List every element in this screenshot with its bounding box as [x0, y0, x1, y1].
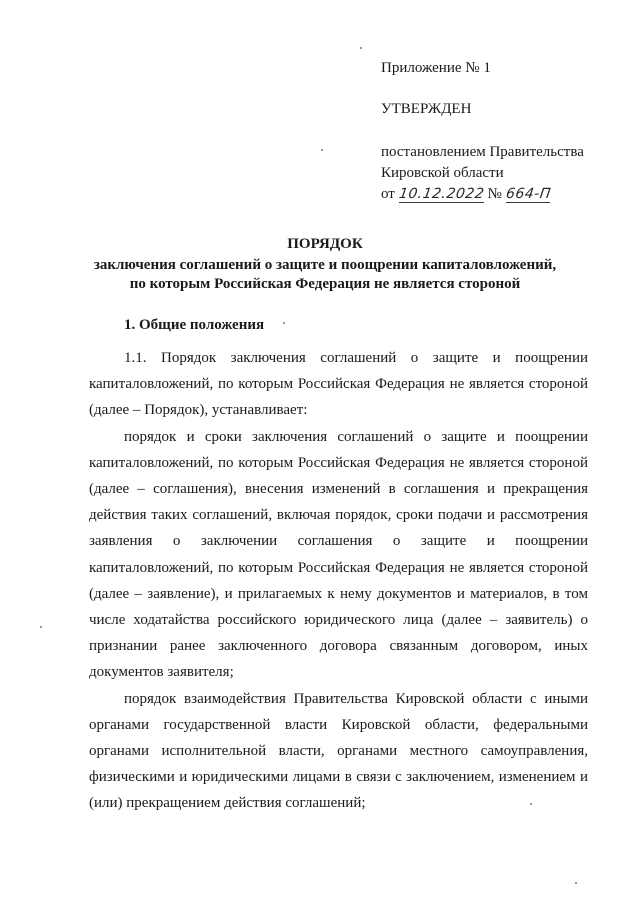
document-body [89, 345, 588, 817]
approved-label: УТВЕРЖДЕН [381, 101, 472, 117]
scan-speck [575, 882, 577, 884]
date-number-line [381, 184, 621, 205]
number-prefix: № [487, 186, 502, 202]
scan-speck [40, 626, 42, 628]
handwritten-date: 10.12.2022 [397, 186, 485, 202]
date-handwritten-field [399, 186, 484, 203]
date-prefix: от [381, 186, 395, 202]
resolution-line-2: Кировской области [381, 165, 504, 181]
scan-speck [530, 803, 532, 805]
document-title [90, 235, 560, 294]
paragraph-1: 1.1. Порядок заключения соглашений о защите и поощрении капиталовложений, по которым Российская Федерация не является стороной (далее – Порядок), устанавливает: [89, 350, 588, 419]
section-heading: 1. Общие положения [124, 317, 265, 333]
scan-speck [360, 47, 362, 49]
scan-speck [283, 322, 285, 324]
title-heading: ПОРЯДОК [287, 236, 363, 252]
title-line-2: заключения соглашений о защите и поощрении капиталовложений, [93, 257, 557, 273]
number-handwritten-field [506, 186, 551, 203]
paragraph-2: порядок и сроки заключения соглашений о защите и поощрении капиталовложений, по которым Российская Федерация не является стороной (далее – соглашения), внесения изменений в соглашения и прекращения действия таких соглашений, включая порядок, сроки подачи и рассмотрения заявления о заключении соглашения о защите и поощрении капиталовложений, по которым Российская Федерация не является стороной (далее – заявление), и прилагаемых к нему документов и материалов, в том числе ходатайства российского юридического лица (далее – заявитель) о признании ранее заключенного договора связанным договором, иных документов заявителя; [89, 428, 588, 681]
scan-speck [321, 149, 323, 151]
resolution-line-1: постановлением Правительства [381, 144, 584, 160]
handwritten-number: 664-П [504, 186, 552, 202]
title-line-3: по которым Российская Федерация не является стороной [129, 276, 521, 292]
approval-stamp-block [381, 58, 621, 205]
paragraph-3: порядок взаимодействия Правительства Кировской области с иными органами государственной власти Кировской области, федеральными органами исполнительной власти, органами местного самоуправления, физическими и юридическими лицами в связи с заключением, изменением и (или) прекращением действия соглашений; [89, 690, 588, 812]
appendix-label: Приложение № 1 [381, 60, 491, 76]
